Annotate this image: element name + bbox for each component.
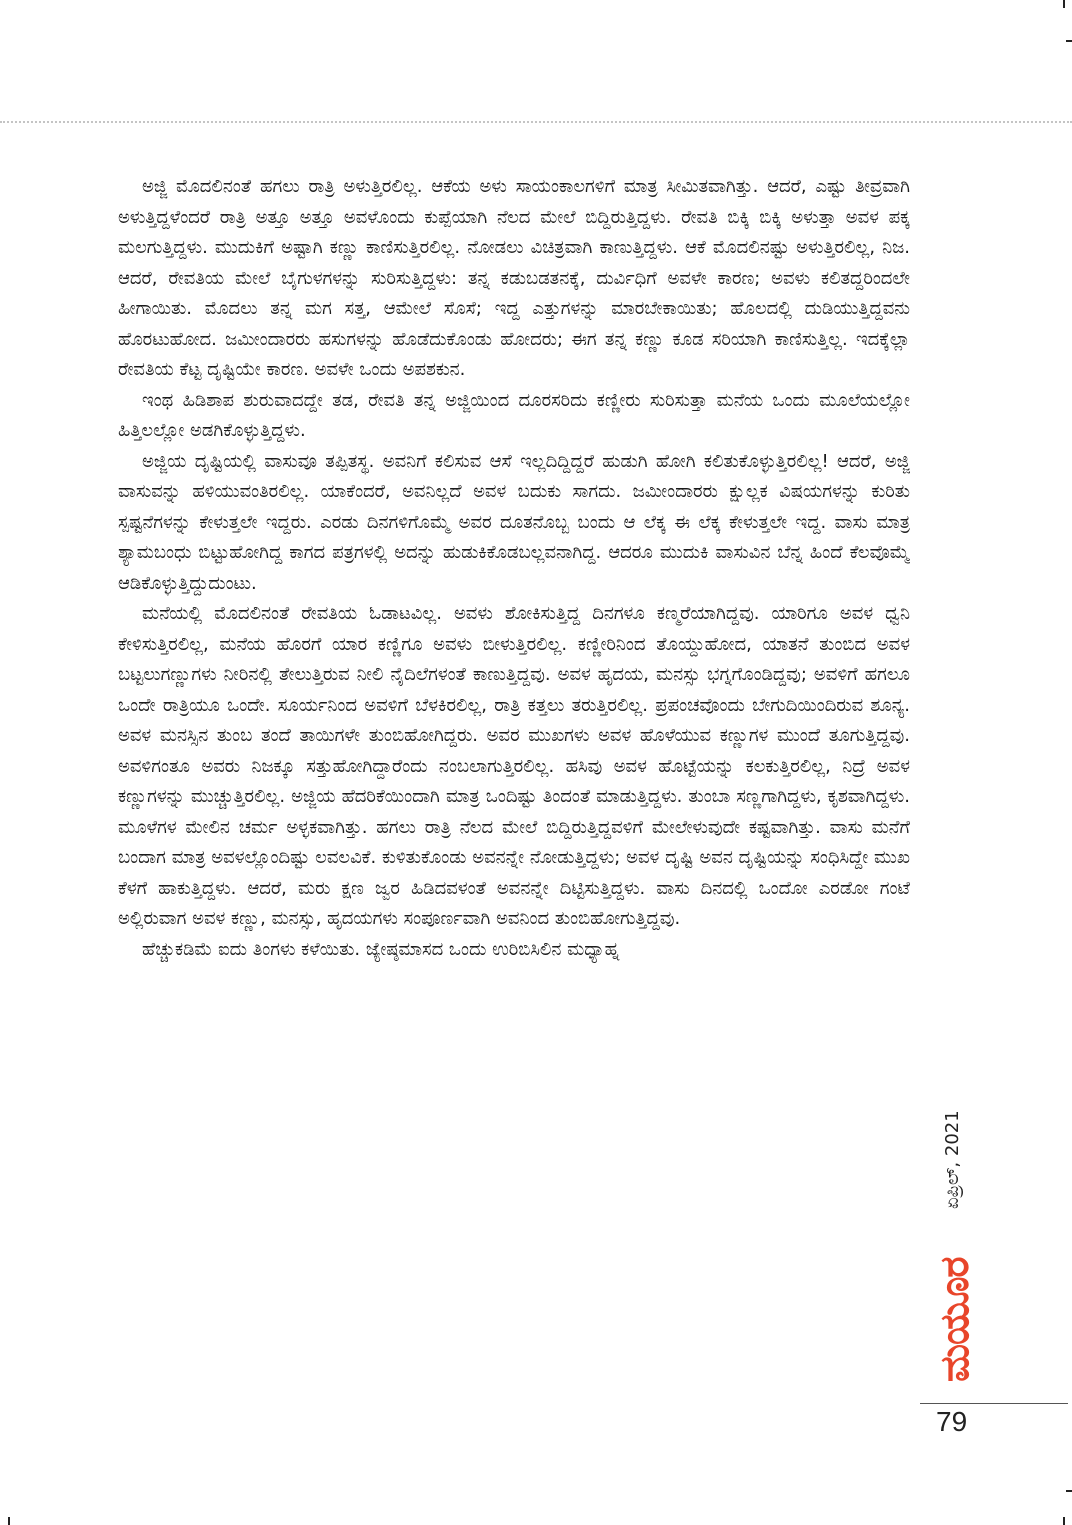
magazine-logo: ಮಯೂರ <box>932 1257 978 1383</box>
article-paragraph: ಅಜ್ಜಿ ಮೊದಲಿನಂತೆ ಹಗಲು ರಾತ್ರಿ ಅಳುತ್ತಿರಲಿಲ್ಲ. ಆಕೆಯ ಅಳು ಸಾಯಂಕಾಲಗಳಿಗೆ ಮಾತ್ರ ಸೀಮಿತವಾಗಿತ್ತು. ಆದರೆ, ಎಷ್ಟು ತೀವ್ರವಾಗಿ ಅಳುತ್ತಿದ್ದಳೆಂದರೆ ರಾತ್ರಿ ಅತ್ತೂ ಅತ್ತೂ ಅವಳೊಂದು ಕುಪ್ಪೆಯಾಗಿ ನೆಲದ ಮೇಲೆ ಬಿದ್ದಿರುತ್ತಿದ್ದಳು. ರೇವತಿ ಬಿಕ್ಕಿ ಬಿಕ್ಕಿ ಅಳುತ್ತಾ ಅವಳ ಪಕ್ಕ ಮಲಗುತ್ತಿದ್ದಳು. ಮುದುಕಿಗೆ ಅಷ್ಟಾಗಿ ಕಣ್ಣು ಕಾಣಿಸುತ್ತಿರಲಿಲ್ಲ. ನೋಡಲು ವಿಚಿತ್ರವಾಗಿ ಕಾಣುತ್ತಿದ್ದಳು. ಆಕೆ ಮೊದಲಿನಷ್ಟು ಅಳುತ್ತಿರಲಿಲ್ಲ, ನಿಜ. ಆದರೆ, ರೇವತಿಯ ಮೇಲೆ ಬೈಗುಳಗಳನ್ನು ಸುರಿಸುತ್ತಿದ್ದಳು: ತನ್ನ ಕಡುಬಡತನಕ್ಕೆ, ದುರ್ವಿಧಿಗೆ ಅವಳೇ ಕಾರಣ; ಅವಳು ಕಲಿತದ್ದರಿಂದಲೇ ಹೀಗಾಯಿತು. ಮೊದಲು ತನ್ನ ಮಗ ಸತ್ತ, ಆಮೇಲೆ ಸೊಸೆ; ಇದ್ದ ಎತ್ತುಗಳನ್ನು ಮಾರಬೇಕಾಯಿತು; ಹೊಲದಲ್ಲಿ ದುಡಿಯುತ್ತಿದ್ದವನು ಹೊರಟುಹೋದ. ಜಮೀಂದಾರರು ಹಸುಗಳನ್ನು ಹೊಡೆದುಕೊಂಡು ಹೋದರು; ಈಗ ತನ್ನ ಕಣ್ಣು ಕೂಡ ಸರಿಯಾಗಿ ಕಾಣಿಸುತ್ತಿಲ್ಲ. ಇದಕ್ಕೆಲ್ಲಾ ರೇವತಿಯ ಕೆಟ್ಟ ದೃಷ್ಟಿಯೇ ಕಾರಣ. ಅವಳೇ ಒಂದು ಅಪಶಕುನ. <box>118 176 910 380</box>
article-body <box>118 172 910 1397</box>
article-paragraph: ಇಂಥ ಹಿಡಿಶಾಪ ಶುರುವಾದದ್ದೇ ತಡ, ರೇವತಿ ತನ್ನ ಅಜ್ಜಿಯಿಂದ ದೂರಸರಿದು ಕಣ್ಣೀರು ಸುರಿಸುತ್ತಾ ಮನೆಯ ಒಂದು ಮೂಲೆಯಲ್ಲೋ ಹಿತ್ತಿಲಲ್ಲೋ ಅಡಗಿಕೊಳ್ಳುತ್ತಿದ್ದಳು. <box>118 389 910 441</box>
crop-mark-bottom-right <box>1063 1517 1065 1525</box>
issue-date: ಏಪ್ರಿಲ್, 2021 <box>942 1110 963 1210</box>
page-sidebar <box>918 1090 988 1410</box>
crop-mark-bottom-right-side <box>1066 1490 1072 1492</box>
crop-mark-top-right <box>1063 0 1065 8</box>
article-paragraph: ಹೆಚ್ಚುಕಡಿಮೆ ಐದು ತಿಂಗಳು ಕಳೆಯಿತು. ಜ್ಯೇಷ್ಠಮಾಸದ ಒಂದು ಉರಿಬಿಸಿಲಿನ ಮಧ್ಯಾಹ್ನ <box>142 938 620 960</box>
page-number: 79 <box>936 1406 968 1437</box>
article-paragraph: ಅಜ್ಜಿಯ ದೃಷ್ಟಿಯಲ್ಲಿ ವಾಸುವೂ ತಪ್ಪಿತಸ್ಥ. ಅವನಿಗೆ ಕಲಿಸುವ ಆಸೆ ಇಲ್ಲದಿದ್ದಿದ್ದರೆ ಹುಡುಗಿ ಹೋಗಿ ಕಲಿತುಕೊಳ್ಳುತ್ತಿರಲಿಲ್ಲ! ಆದರೆ, ಅಜ್ಜಿ ವಾಸುವನ್ನು ಹಳಿಯುವಂತಿರಲಿಲ್ಲ. ಯಾಕೆಂದರೆ, ಅವನಿಲ್ಲದೆ ಅವಳ ಬದುಕು ಸಾಗದು. ಜಮೀಂದಾರರು ಕ್ಷುಲ್ಲಕ ವಿಷಯಗಳನ್ನು ಕುರಿತು ಸ್ಪಷ್ಟನೆಗಳನ್ನು ಕೇಳುತ್ತಲೇ ಇದ್ದರು. ಎರಡು ದಿನಗಳಿಗೊಮ್ಮೆ ಅವರ ದೂತನೊಬ್ಬ ಬಂದು ಆ ಲೆಕ್ಕ ಈ ಲೆಕ್ಕ ಕೇಳುತ್ತಲೇ ಇದ್ದ. ವಾಸು ಮಾತ್ರ ಶ್ಯಾಮಬಂಧು ಬಿಟ್ಟುಹೋಗಿದ್ದ ಕಾಗದ ಪತ್ರಗಳಲ್ಲಿ ಅದನ್ನು ಹುಡುಕಿಕೊಡಬಲ್ಲವನಾಗಿದ್ದ. ಆದರೂ ಮುದುಕಿ ವಾಸುವಿನ ಬೆನ್ನ ಹಿಂದೆ ಕೆಲವೊಮ್ಮೆ ಆಡಿಕೊಳ್ಳುತ್ತಿದ್ದುದುಂಟು. <box>118 450 910 594</box>
crop-mark-bottom-left <box>8 1517 10 1525</box>
crop-mark-top-right-side <box>1066 40 1072 42</box>
header-dotted-rule <box>0 121 1072 123</box>
page-number-rule <box>920 1403 1068 1404</box>
article-paragraph: ಮನೆಯಲ್ಲಿ ಮೊದಲಿನಂತೆ ರೇವತಿಯ ಓಡಾಟವಿಲ್ಲ. ಅವಳು ಶೋಕಿಸುತ್ತಿದ್ದ ದಿನಗಳೂ ಕಣ್ಮರೆಯಾಗಿದ್ದವು. ಯಾರಿಗೂ ಅವಳ ಧ್ವನಿ ಕೇಳಿಸುತ್ತಿರಲಿಲ್ಲ, ಮನೆಯ ಹೊರಗೆ ಯಾರ ಕಣ್ಣಿಗೂ ಅವಳು ಬೀಳುತ್ತಿರಲಿಲ್ಲ. ಕಣ್ಣೀರಿನಿಂದ ತೊಯ್ದುಹೋದ, ಯಾತನೆ ತುಂಬಿದ ಅವಳ ಬಟ್ಟಲುಗಣ್ಣುಗಳು ನೀರಿನಲ್ಲಿ ತೇಲುತ್ತಿರುವ ನೀಲಿ ನೈದಿಲೆಗಳಂತೆ ಕಾಣುತ್ತಿದ್ದವು. ಅವಳ ಹೃದಯ, ಮನಸ್ಸು ಭಗ್ನಗೊಂಡಿದ್ದವು; ಅವಳಿಗೆ ಹಗಲೂ ಒಂದೇ ರಾತ್ರಿಯೂ ಒಂದೇ. ಸೂರ್ಯನಿಂದ ಅವಳಿಗೆ ಬೆಳಕಿರಲಿಲ್ಲ, ರಾತ್ರಿ ಕತ್ತಲು ತರುತ್ತಿರಲಿಲ್ಲ. ಪ್ರಪಂಚವೊಂದು ಬೇಗುದಿಯಿಂದಿರುವ ಶೂನ್ಯ. ಅವಳ ಮನಸ್ಸಿನ ತುಂಬ ತಂದೆ ತಾಯಿಗಳೇ ತುಂಬಿಹೋಗಿದ್ದರು. ಅವರ ಮುಖಗಳು ಅವಳ ಹೊಳೆಯುವ ಕಣ್ಣುಗಳ ಮುಂದೆ ತೂಗುತ್ತಿದ್ದವು. ಅವಳಿಗಂತೂ ಅವರು ನಿಜಕ್ಕೂ ಸತ್ತುಹೋಗಿದ್ದಾರೆಂದು ನಂಬಲಾಗುತ್ತಿರಲಿಲ್ಲ. ಹಸಿವು ಅವಳ ಹೊಟ್ಟೆಯನ್ನು ಕಲಕುತ್ತಿರಲಿಲ್ಲ, ನಿದ್ರೆ ಅವಳ ಕಣ್ಣುಗಳನ್ನು ಮುಚ್ಚುತ್ತಿರಲಿಲ್ಲ. ಅಜ್ಜಿಯ ಹೆದರಿಕೆಯಿಂದಾಗಿ ಮಾತ್ರ ಒಂದಿಷ್ಟು ತಿಂದಂತೆ ಮಾಡುತ್ತಿದ್ದಳು. ತುಂಬಾ ಸಣ್ಣಗಾಗಿದ್ದಳು, ಕೃಶವಾಗಿದ್ದಳು. ಮೂಳೆಗಳ ಮೇಲಿನ ಚರ್ಮ ಅಳ್ಳಕವಾಗಿತ್ತು. ಹಗಲು ರಾತ್ರಿ ನೆಲದ ಮೇಲೆ ಬಿದ್ದಿರುತ್ತಿದ್ದವಳಿಗೆ ಮೇಲೇಳುವುದೇ ಕಷ್ಟವಾಗಿತ್ತು. ವಾಸು ಮನೆಗೆ ಬಂದಾಗ ಮಾತ್ರ ಅವಳಲ್ಲೊಂದಿಷ್ಟು ಲವಲವಿಕೆ. ಕುಳಿತುಕೊಂಡು ಅವನನ್ನೇ ನೋಡುತ್ತಿದ್ದಳು; ಅವಳ ದೃಷ್ಟಿ ಅವನ ದೃಷ್ಟಿಯನ್ನು ಸಂಧಿಸಿದ್ದೇ ಮುಖ ಕೆಳಗೆ ಹಾಕುತ್ತಿದ್ದಳು. ಆದರೆ, ಮರು ಕ್ಷಣ ಜ್ವರ ಹಿಡಿದವಳಂತೆ ಅವನನ್ನೇ ದಿಟ್ಟಿಸುತ್ತಿದ್ದಳು. ವಾಸು ದಿನದಲ್ಲಿ ಒಂದೋ ಎರಡೋ ಗಂಟೆ ಅಲ್ಲಿರುವಾಗ ಅವಳ ಕಣ್ಣು, ಮನಸ್ಸು, ಹೃದಯಗಳು ಸಂಪೂರ್ಣವಾಗಿ ಅವನಿಂದ ತುಂಬಿಹೋಗುತ್ತಿದ್ದವು. <box>118 603 910 929</box>
